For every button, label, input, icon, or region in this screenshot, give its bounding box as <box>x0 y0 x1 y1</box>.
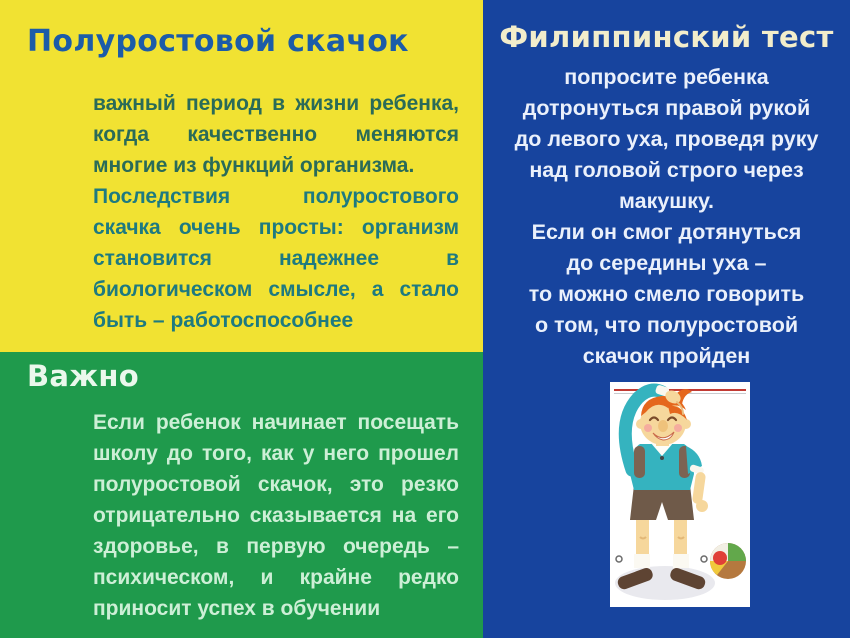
shirt-button <box>660 456 664 460</box>
text-line: над головой строго через <box>529 158 804 182</box>
important-paragraph <box>93 407 459 624</box>
half-growth-paragraph <box>93 88 459 336</box>
philippine-test-paragraph <box>493 62 840 372</box>
text-line: приносит успех в обучении <box>93 597 381 620</box>
half-growth-title: Полуростовой скачок <box>27 24 409 59</box>
text-line: психическом, и крайне редко <box>93 566 459 589</box>
text-line: многие из функций организма. <box>93 154 415 177</box>
text-line: школу до того, как у него прошел <box>93 442 459 465</box>
text-line: здоровье, в первую очередь – <box>93 535 459 558</box>
boy-shorts <box>630 485 694 520</box>
text-line: до середины уха – <box>566 251 767 275</box>
toy-ball-icon <box>708 541 748 581</box>
boy-philippine-test-illustration <box>610 382 750 607</box>
text-line: биологическом смысле, а стало <box>93 278 459 301</box>
text-line: когда качественно меняются <box>93 123 459 146</box>
text-line: отрицательно сказывается на его <box>93 504 459 527</box>
panel-half-growth-spurt <box>0 0 483 352</box>
text-line: Последствия полуростового <box>93 185 459 208</box>
text-line: Если он смог дотянуться <box>531 220 802 244</box>
philippine-test-title: Филиппинский тест <box>499 20 834 54</box>
text-line: Если ребенок начинает посещать <box>93 411 459 434</box>
text-line: полуростовой скачок, это резко <box>93 473 459 496</box>
text-line: о том, что полуростовой <box>534 313 799 337</box>
boy-sock <box>673 554 689 568</box>
text-line: скачка очень просты: организм <box>93 216 459 239</box>
text-line: становится надежнее в <box>93 247 459 270</box>
text-line: попросите ребенка <box>564 65 769 89</box>
important-title: Важно <box>27 359 139 393</box>
text-line: дотронуться правой рукой <box>522 96 811 120</box>
panel-important <box>0 352 483 638</box>
text-line: скачок пройден <box>582 344 751 368</box>
text-line: важный период в жизни ребенка, <box>93 92 459 115</box>
illustration-card <box>610 382 750 607</box>
backpack-strap <box>634 446 645 478</box>
text-line: быть – работоспособнее <box>93 309 354 332</box>
text-line: то можно смело говорить <box>528 282 805 306</box>
text-line: макушку. <box>618 189 715 213</box>
boy-sock <box>634 554 650 568</box>
panel-philippine-test <box>483 0 850 638</box>
text-line: до левого уха, проведя руку <box>514 127 819 151</box>
